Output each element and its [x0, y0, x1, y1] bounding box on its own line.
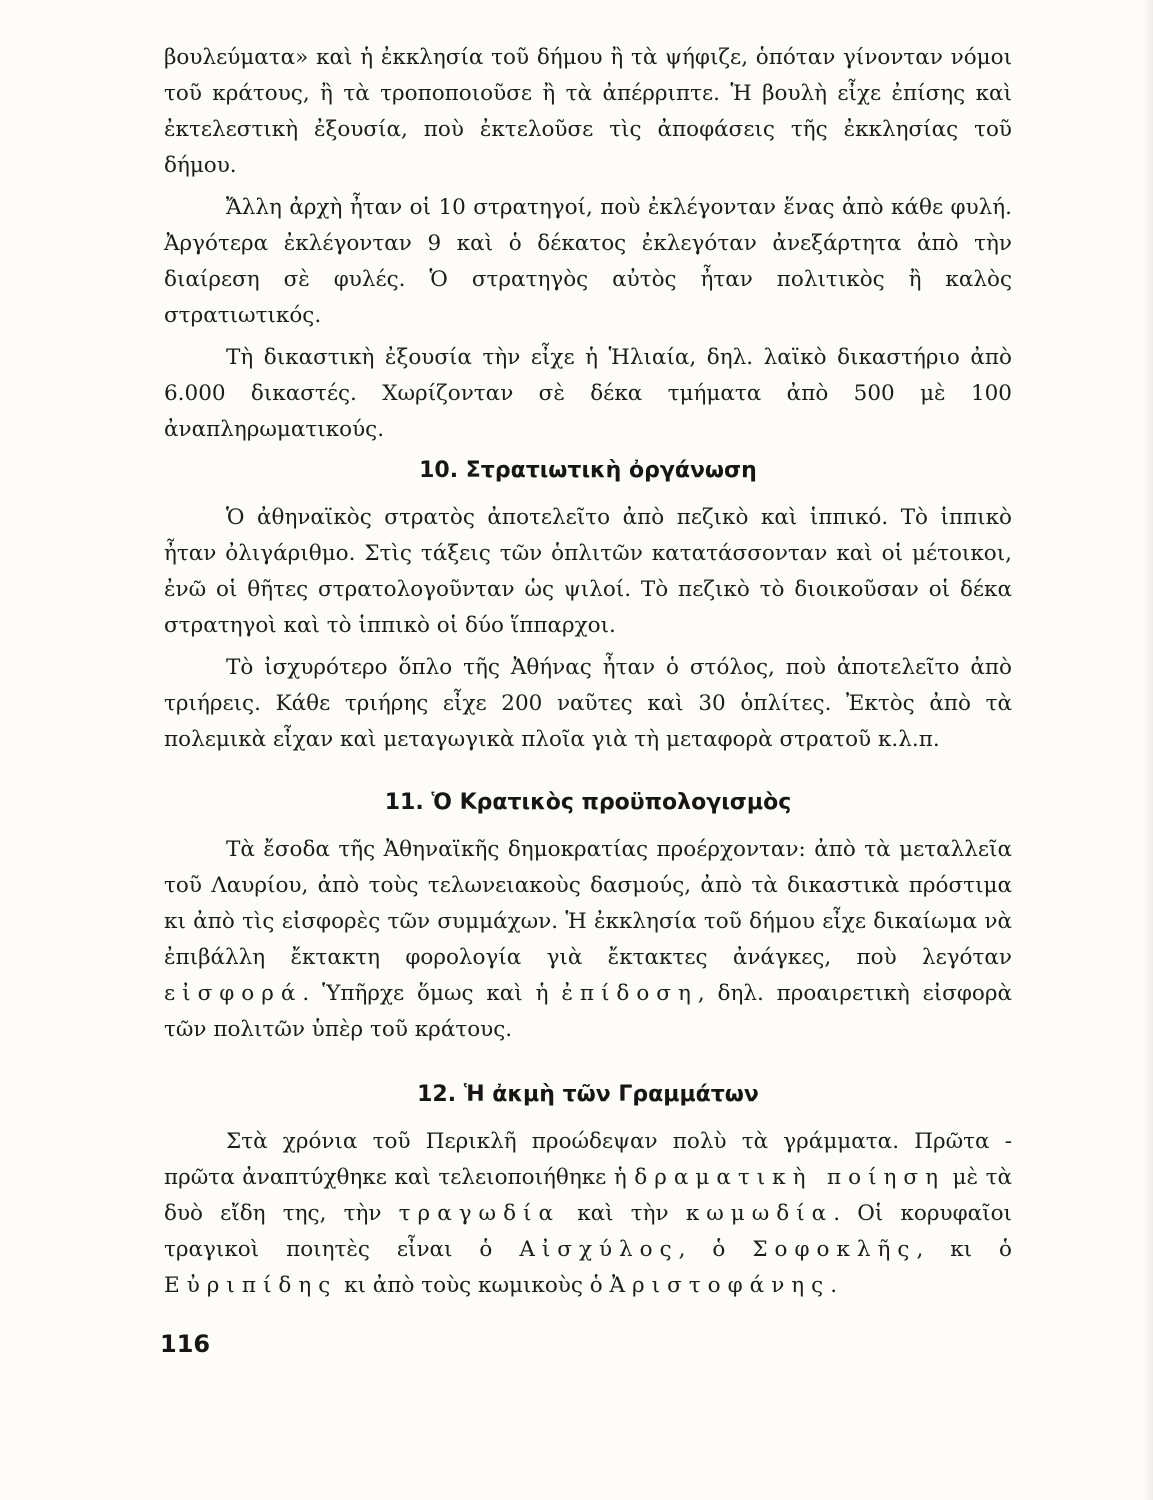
- paragraph-budget: [164, 832, 1012, 1048]
- name-sophocles: Σοφοκλῆς: [752, 1237, 917, 1262]
- paragraph-fleet: Τὸ ἰσχυρότερο ὅπλο τῆς Ἀθήνας ἦταν ὁ στόλος, ποὺ ἀποτελεῖτο ἀπὸ τριήρεις. Κάθε τριήρης εἶχε 200 ναῦτες καὶ 30 ὁπλίτες. Ἐκτὸς ἀπὸ τὰ πολεμικὰ εἶχαν καὶ μεταγωγικὰ πλοῖα γιὰ τὴ μεταφορὰ στρατοῦ κ.λ.π.: [164, 655, 1012, 752]
- paragraph-boule: βουλεύματα» καὶ ἡ ἐκκλησία τοῦ δήμου ἢ τὰ ψήφιζε, ὁπόταν γίνονταν νόμοι τοῦ κράτους, ἢ τὰ τροποποιοῦσε ἢ τὰ ἀπέρριπτε. Ἡ βουλὴ εἶχε ἐπίσης καὶ ἐκτελεστικὴ ἐξουσία, ποὺ ἐκτελοῦσε τὶς ἀποφάσεις τῆς ἐκκλησίας τοῦ δήμου.: [164, 45, 1012, 178]
- letters-text-1: Στὰ χρόνια τοῦ Περικλῆ προώδεψαν πολὺ τὰ γράμματα. Πρῶτα - πρῶτα ἀναπτύχθηκε καὶ τελειοποιήθηκε ἡ: [164, 1129, 1012, 1190]
- budget-text-1: Τὰ ἔσοδα τῆς Ἀθηναϊκῆς δημοκρατίας προέρχονταν: ἀπὸ τὰ μεταλλεῖα τοῦ Λαυρίου, ἀπὸ τοὺς τελωνειακοὺς δασμούς, ἀπὸ τὰ δικαστικὰ πρόστιμα κι ἀπὸ τὶς εἰσφορὲς τῶν συμμάχων. Ἡ ἐκκλησία τοῦ δήμου εἶχε δικαίωμα νὰ ἐπιβάλλη ἔκτακτη φορολογία γιὰ ἔκτακτες ἀνάγκες, ποὺ λεγόταν: [164, 837, 1012, 970]
- letters-text-3: καὶ τὴν: [577, 1201, 669, 1226]
- section-10-text: [164, 500, 1012, 764]
- letters-text-5: , ὁ: [678, 1237, 726, 1262]
- term-tragedy: τραγωδία: [398, 1201, 560, 1226]
- term-epidosi: ἐπίδοση: [561, 981, 698, 1006]
- name-aristophanes: Ἀριστοφάνης: [609, 1273, 831, 1298]
- term-eisfora: εἰσφορά: [164, 981, 303, 1006]
- letters-text-8: .: [830, 1273, 838, 1298]
- section-11-text: [164, 832, 1012, 1054]
- paragraph-iliaia: Τὴ δικαστικὴ ἐξουσία τὴν εἶχε ἡ Ἡλιαία, δηλ. λαϊκὸ δικαστήριο ἀπὸ 6.000 δικαστές. Χωρίζονταν σὲ δέκα τμήματα ἀπὸ 500 μὲ 100 ἀναπληρωματικούς.: [164, 345, 1012, 442]
- paragraph-letters: [164, 1124, 1012, 1304]
- section-11-heading: 11. Ὁ Κρατικὸς προϋπολογισμὸς: [384, 790, 792, 815]
- letters-text-4: . Οἱ κορυφαῖοι τραγικοὶ ποιητὲς εἶναι ὁ: [164, 1201, 1012, 1262]
- section-12-text: [164, 1124, 1012, 1310]
- name-aeschylus: Αἰσχύλος: [519, 1237, 679, 1262]
- page-number: 116: [160, 1330, 211, 1358]
- page-edge-shadow: [1143, 0, 1153, 1500]
- name-euripides: Εὐριπίδης: [164, 1273, 338, 1298]
- section-12-heading: 12. Ἡ ἀκμὴ τῶν Γραμμάτων: [417, 1082, 759, 1107]
- term-comedy: κωμωδία: [685, 1201, 834, 1226]
- letters-text-6: , κι ὁ: [916, 1237, 1012, 1262]
- term-dramatic-poetry: δραματικὴ ποίηση: [634, 1165, 945, 1190]
- top-text-block: [164, 40, 1012, 454]
- paragraph-strategoi: Ἄλλη ἀρχὴ ἦταν οἱ 10 στρατηγοί, ποὺ ἐκλέγονταν ἕνας ἀπὸ κάθε φυλή. Ἀργότερα ἐκλέγονταν 9 καὶ ὁ δέκατος ἐκλεγόταν ἀνεξάρτητα ἀπὸ τὴν διαίρεση σὲ φυλές. Ὁ στρατηγὸς αὐτὸς ἦταν πολιτικὸς ἢ καλὸς στρατιωτικός.: [164, 195, 1012, 328]
- budget-text-3: , δηλ. προαιρετικὴ εἰσφορὰ τῶν πολιτῶν ὑπὲρ τοῦ κράτους.: [164, 981, 1012, 1042]
- section-10-heading: 10. Στρατιωτικὴ ὀργάνωση: [419, 458, 757, 483]
- paragraph-army: Ὁ ἀθηναϊκὸς στρατὸς ἀποτελεῖτο ἀπὸ πεζικὸ καὶ ἱππικό. Τὸ ἱππικὸ ἦταν ὀλιγάριθμο. Στὶς τάξεις τῶν ὁπλιτῶν κατατάσσονταν καὶ οἱ μέτοικοι, ἐνῶ οἱ θῆτες στρατολογοῦνταν ὡς ψιλοί. Τὸ πεζικὸ τὸ διοικοῦσαν οἱ δέκα στρατηγοὶ καὶ τὸ ἱππικὸ οἱ δύο ἵππαρχοι.: [164, 505, 1012, 638]
- letters-text-7: κι ἀπὸ τοὺς κωμικοὺς ὁ: [344, 1273, 603, 1298]
- budget-text-2: . Ὑπῆρχε ὅμως καὶ ἡ: [302, 981, 549, 1006]
- letters-text-2: μὲ τὰ δυὸ εἴδη της, τὴν: [164, 1165, 1012, 1226]
